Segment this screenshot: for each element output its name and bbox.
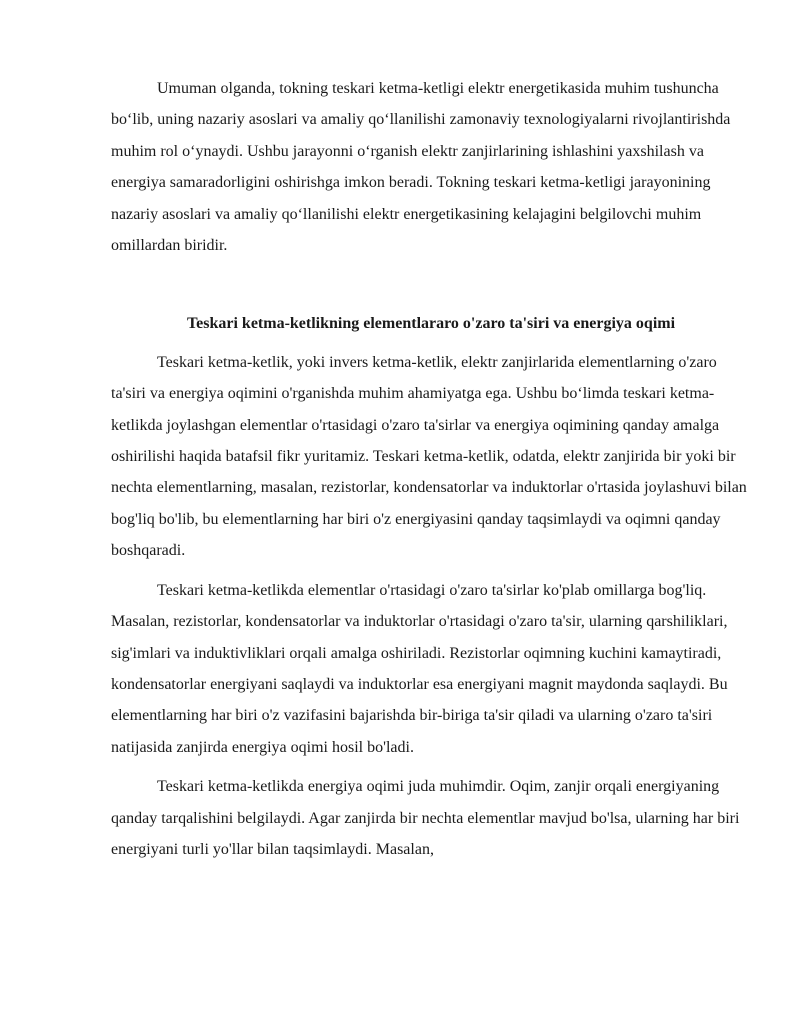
section-title: Teskari ketma-ketlikning elementlararo o'zaro ta'siri va energiya oqimi xyxy=(186,315,676,333)
intro-paragraph: Umuman olganda, tokning teskari ketma-ketligi elektr energetikasida muhim tushuncha bo‘lib, uning nazariy asoslari va amaliy qo‘llanilishi zamonaviy texnologiyalarni rivojlantirishda muhim rol o‘ynaydi. Ushbu jarayonni o‘rganish elektr zanjirlarining ishlashini yaxshilash va energiya samaradorligini oshirishga imkon beradi. Tokning teskari ketma-ketligi jarayonining nazariy asoslari va amaliy qo‘llanilishi elektr energetikasining kelajagini belgilovchi muhim omillardan biridir. xyxy=(111,80,731,255)
spacer xyxy=(111,567,751,575)
document-body xyxy=(111,73,751,865)
body-paragraph: Teskari ketma-ketlik, yoki invers ketma-ketlik, elektr zanjirlarida elementlarning o'zaro ta'siri va energiya oqimini o'rganishda muhim ahamiyatga ega. Ushbu bo‘limda teskari ketma-ketlikda joylashgan elementlar o'rtasidagi o'zaro ta'sirlar va energiya oqimining qanday amalga oshirilishi haqida batafsil fikr yuritamiz. Teskari ketma-ketlik, odatda, elektr zanjirida bir yoki bir nechta elementlarning, masalan, rezistorlar, kondensatorlar va induktorlar o'rtasida joylashuvi bilan bog'liq bo'lib, bu elementlarning har biri o'z energiyasini qanday taqsimlaydi va oqimni qanday boshqaradi. xyxy=(111,353,747,560)
spacer xyxy=(111,261,751,308)
body-paragraph: Teskari ketma-ketlikda elementlar o'rtasidagi o'zaro ta'sirlar ko'plab omillarga bog'liq. Masalan, rezistorlar, kondensatorlar va induktorlar o'rtasidagi o'zaro ta'sir, ularning qarshiliklari, sig'imlari va induktivliklari orqali amalga oshiriladi. Rezistorlar oqimning kuchini kamaytiradi, kondensatorlar energiyani saqlaydi va induktorlar esa energiyani magnit maydonda saqlaydi. Bu elementlarning har biri o'z vazifasini bajarishda bir-biriga ta'sir qiladi va ularning o'zaro ta'siri natijasida zanjirda energiya oqimi hosil bo'ladi. xyxy=(111,581,728,756)
body-paragraph: Teskari ketma-ketlikda energiya oqimi juda muhimdir. Oqim, zanjir orqali energiyaning qanday tarqalishini belgilaydi. Agar zanjirda bir nechta elementlar mavjud bo'lsa, ularning har biri energiyani turli yo'llar bilan taqsimlaydi. Masalan, xyxy=(111,778,740,858)
spacer xyxy=(111,763,751,771)
spacer xyxy=(111,340,751,347)
